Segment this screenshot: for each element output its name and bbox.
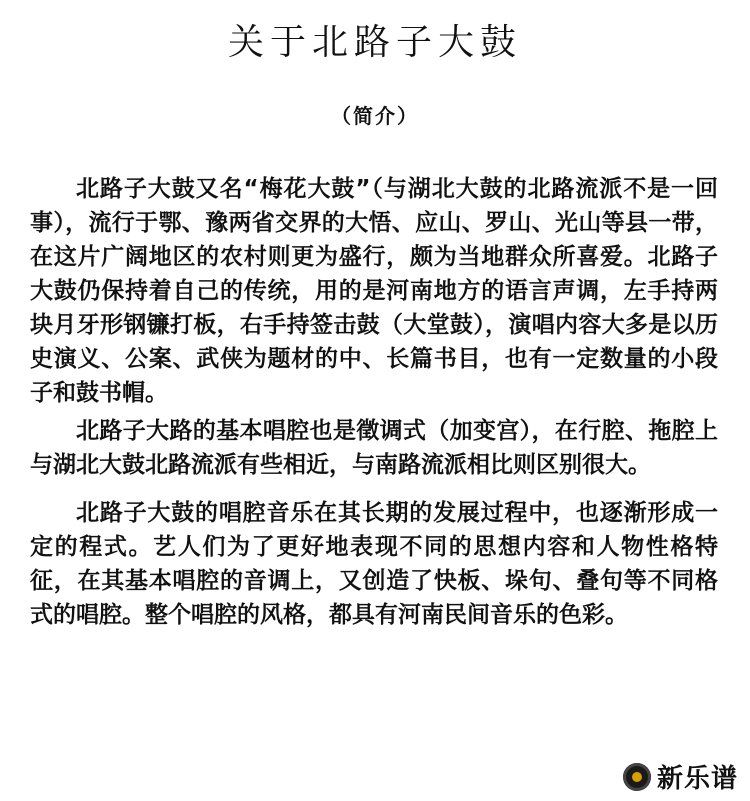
site-watermark (623, 758, 738, 795)
watermark-text: 新乐谱 (656, 764, 738, 794)
article-body (30, 172, 718, 632)
record-disc-icon (623, 763, 651, 791)
paragraph-2: 北路子大路的基本唱腔也是徵调式（加变宫），在行腔、拖腔上与湖北大鼓北路流派有些相近，与南路流派相比则区别很大。 (30, 418, 718, 478)
page-subtitle: （简介） (331, 104, 419, 128)
page-title: 关于北路子大鼓 (227, 22, 522, 63)
paragraph-1: 北路子大鼓又名“梅花大鼓”（与湖北大鼓的北路流派不是一回事），流行于鄂、豫两省交界的大悟、应山、罗山、光山等县一带，在这片广阔地区的农村则更为盛行，颇为当地群众所喜爱。北路子大鼓仍保持着自己的传统，用的是河南地方的语言声调，左手持两块月牙形钢镰打板，右手持签击鼓（大堂鼓），演唱内容大多是以历史演义、公案、武侠为题材的中、长篇书目，也有一定数量的小段子和鼓书帽。 (30, 176, 718, 406)
paragraph-3: 北路子大鼓的唱腔音乐在其长期的发展过程中，也逐渐形成一定的程式。艺人们为了更好地表现不同的思想内容和人物性格特征，在其基本唱腔的音调上，又创造了快板、垛句、叠句等不同格式的唱腔。整个唱腔的风格，都具有河南民间音乐的色彩。 (30, 500, 718, 628)
